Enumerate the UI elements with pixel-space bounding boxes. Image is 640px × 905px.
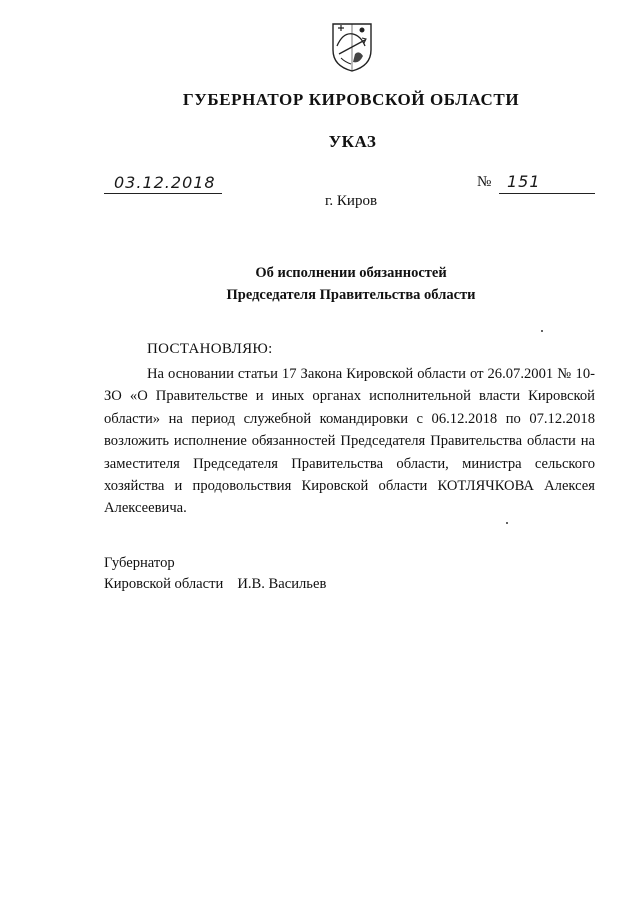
scan-speck: [506, 522, 508, 524]
issue-city: г. Киров: [324, 193, 378, 209]
issuing-authority-heading: ГУБЕРНАТОР КИРОВСКОЙ ОБЛАСТИ: [182, 90, 520, 109]
document-subject: [0, 262, 640, 306]
decree-paragraph: На основании статьи 17 Закона Кировской области от 26.07.2001 № 10-ЗО «О Правительстве и иных органах исполнительной власти Кировской области» на период служебной командировки с 06.12.2018 по 07.12.2018 возложить исполнение обязанностей Председателя Правительства области на заместителя Председателя Правительства области, министра сельского хозяйства и продовольствия Кировской области КОТЛЯЧКОВА Алексея Алексеевича.: [104, 366, 595, 517]
signatory-title-line-2-row: [104, 574, 326, 595]
signatory-title-line-1: Губернатор: [104, 555, 175, 571]
signatory-title-line-2: Кировской области: [104, 576, 224, 592]
subject-line-1: Об исполнении обязанностей: [255, 265, 447, 281]
signature-block: [104, 553, 326, 595]
date-field: [104, 175, 222, 194]
decree-word: ПОСТАНОВЛЯЮ:: [147, 341, 273, 357]
number-sign: №: [477, 174, 492, 190]
subject-line-2: Председателя Правительства области: [226, 287, 476, 303]
scan-speck: [541, 330, 543, 332]
number-field: [499, 172, 595, 194]
coat-of-arms-icon: [329, 20, 375, 74]
signatory-name: И.В. Васильев: [237, 576, 327, 592]
number-value: 151: [507, 172, 541, 191]
date-value: 03.12.2018: [114, 173, 216, 192]
document-type-heading: УКАЗ: [328, 132, 377, 151]
